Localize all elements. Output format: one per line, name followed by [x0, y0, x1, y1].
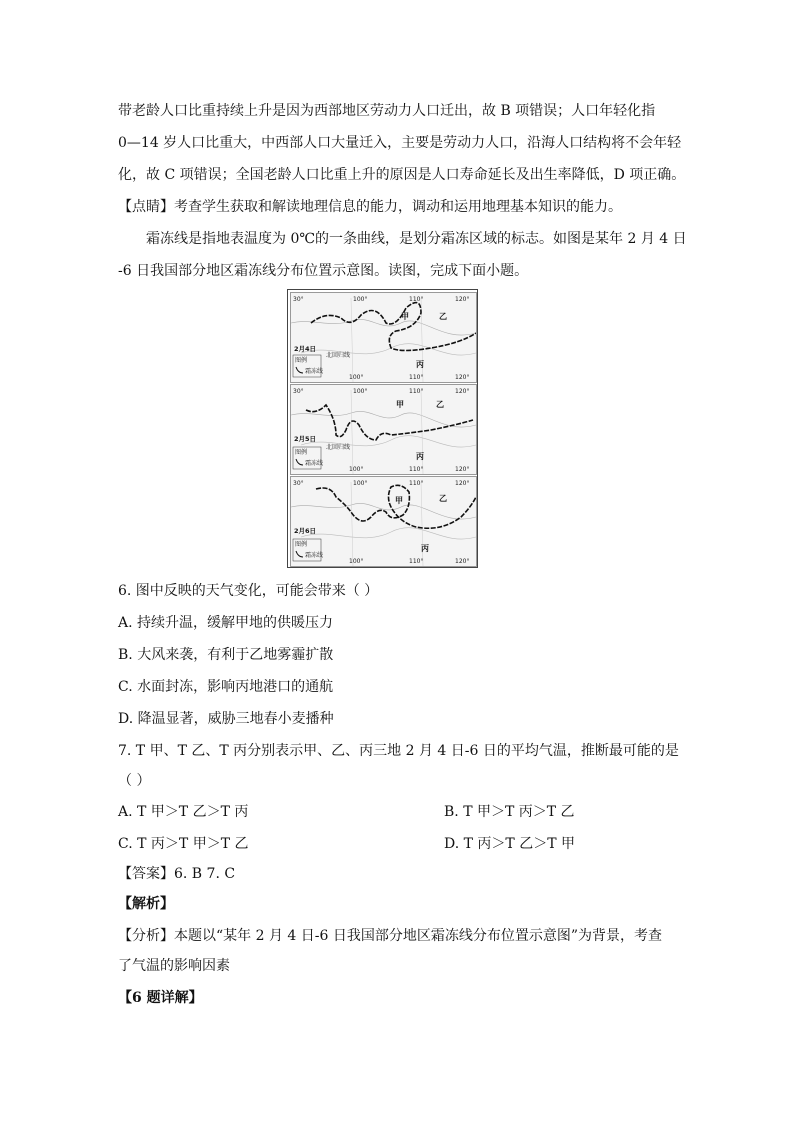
legend-item: 霜冻线	[305, 368, 324, 375]
lon-label-110: 110°	[409, 296, 424, 303]
bottom-lon-110: 110°	[409, 466, 424, 473]
answer-line: 【答案】6. B 7. C	[118, 866, 236, 882]
place-bing: 丙	[416, 452, 424, 461]
bottom-lon-100: 100°	[349, 466, 364, 473]
intro-line-2: 0—14 岁人口比重大，中西部人口大量迁入，主要是劳动力人口，沿海人口结构将不会年轻	[118, 135, 682, 151]
lon-label-100: 100°	[353, 388, 368, 395]
lat-label: 30°	[293, 296, 304, 303]
legend-line-icon	[296, 551, 303, 557]
place-yi: 乙	[436, 400, 444, 409]
lon-label-120: 120°	[455, 296, 470, 303]
q7-option-c: C. T 丙＞T 甲＞T 乙	[118, 836, 249, 852]
q7-option-d: D. T 丙＞T 乙＞T 甲	[444, 836, 575, 852]
bottom-lon-110: 110°	[409, 374, 424, 381]
legend-line-icon	[296, 459, 303, 465]
lon-label-110: 110°	[409, 480, 424, 487]
q6-option-c: C. 水面封冻，影响丙地港口的通航	[118, 679, 334, 695]
q6-option-a: A. 持续升温，缓解甲地的供暖压力	[118, 615, 334, 631]
map-panel-feb4	[290, 292, 477, 383]
bottom-lon-120: 120°	[455, 374, 470, 381]
q7-stem-line-1: 7. T 甲、T 乙、T 丙分别表示甲、乙、丙三地 2 月 4 日-6 日的平均气温，推断最可能的是	[118, 743, 679, 759]
intro-line-3: 化，故 C 项错误；全国老龄人口比重上升的原因是人口寿命延长及出生率降低，D 项正确。	[118, 167, 686, 183]
intro-line-1: 带老龄人口比重持续上升是因为西部地区劳动力人口迁出，故 B 项错误；人口年轻化指	[118, 103, 656, 119]
q6-option-b: B. 大风来袭，有利于乙地雾霾扩散	[118, 647, 334, 663]
map-feb4	[291, 293, 476, 382]
bottom-lon-120: 120°	[455, 466, 470, 473]
place-jia: 甲	[396, 400, 404, 409]
lon-label-100: 100°	[353, 296, 368, 303]
legend-title: 图例	[295, 449, 308, 456]
date-label: 2月4日	[294, 345, 317, 353]
lon-label-120: 120°	[455, 480, 470, 487]
lon-label-120: 120°	[455, 388, 470, 395]
q6-detail-heading: 【6 题详解】	[118, 990, 203, 1006]
bottom-lon-120: 120°	[455, 558, 470, 565]
bottom-lon-100: 100°	[349, 558, 364, 565]
map-feb6	[291, 477, 476, 566]
tropic-label: 北回归线	[326, 352, 351, 359]
q6-option-d: D. 降温显著，威胁三地春小麦播种	[118, 711, 334, 727]
legend-title: 图例	[295, 541, 308, 548]
stem-line-1: 霜冻线是指地表温度为 0℃的一条曲线，是划分霜冻区域的标志。如图是某年 2 月 4 日	[146, 231, 687, 247]
map-panel-feb6	[290, 476, 477, 567]
legend-title: 图例	[295, 357, 308, 364]
stem-line-2: -6 日我国部分地区霜冻线分布位置示意图。读图，完成下面小题。	[118, 263, 529, 279]
lat-label: 30°	[293, 388, 304, 395]
fenxi-line-2: 了气温的影响因素	[118, 958, 230, 974]
date-label: 2月5日	[294, 435, 317, 443]
q6-stem: 6. 图中反映的天气变化，可能会带来（ ）	[118, 583, 379, 599]
q7-option-b: B. T 甲＞T 丙＞T 乙	[444, 804, 575, 820]
lat-label: 30°	[293, 480, 304, 487]
lon-label-110: 110°	[409, 388, 424, 395]
place-jia: 甲	[401, 312, 409, 321]
legend-item: 霜冻线	[305, 460, 324, 467]
place-bing: 丙	[416, 360, 424, 369]
dianjing-note: 【点睛】考查学生获取和解读地理信息的能力，调动和运用地理基本知识的能力。	[118, 199, 622, 215]
legend-line-icon	[296, 367, 303, 373]
place-yi: 乙	[439, 494, 447, 503]
q7-stem-line-2: （ ）	[118, 773, 151, 789]
frost-line-figure	[287, 289, 478, 568]
jiexi-heading: 【解析】	[118, 896, 174, 912]
map-feb5	[291, 385, 476, 474]
bottom-lon-110: 110°	[409, 558, 424, 565]
q7-option-a: A. T 甲＞T 乙＞T 丙	[118, 804, 249, 820]
place-jia: 甲	[395, 496, 403, 505]
place-yi: 乙	[439, 312, 447, 321]
lon-label-100: 100°	[353, 480, 368, 487]
map-panel-feb5	[290, 384, 477, 475]
bottom-lon-100: 100°	[349, 374, 364, 381]
legend-item: 霜冻线	[305, 552, 324, 559]
fenxi-line-1: 【分析】本题以“某年 2 月 4 日-6 日我国部分地区霜冻线分布位置示意图”为背景，考查	[118, 928, 663, 944]
place-bing: 丙	[421, 544, 429, 553]
date-label: 2月6日	[294, 527, 317, 535]
tropic-label: 北回归线	[326, 444, 351, 451]
